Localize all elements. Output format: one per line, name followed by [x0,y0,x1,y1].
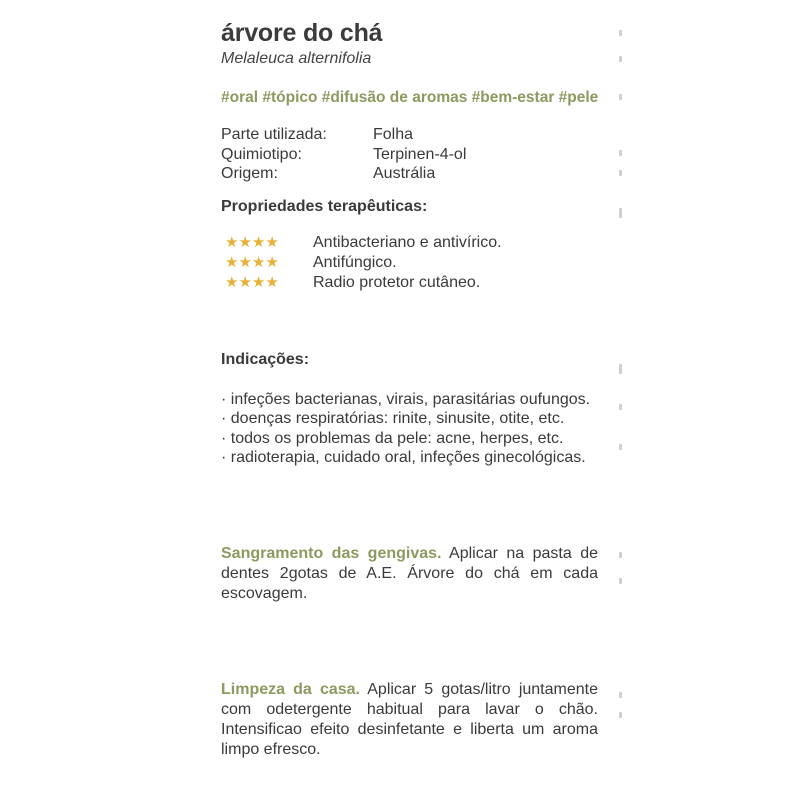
use-lead: Limpeza da casa. [221,680,360,698]
spec-row-chemotype [221,145,598,165]
spec-row-origin [221,164,598,184]
property-text: Radio protetor cutâneo. [313,273,481,291]
edge-mark [619,552,622,558]
use-paragraph-cleaning [221,680,598,760]
properties-heading: Propriedades terapêuticas: [221,197,428,215]
specs-list [221,125,598,184]
edge-mark [619,404,622,410]
list-item: · infeções bacterianas, virais, parasitárias oufungos. [221,390,591,408]
latin-name: Melaleuca alternifolia [221,50,372,67]
spec-label: Parte utilizada: [221,126,327,143]
edge-mark [619,578,622,584]
indications-heading: Indicações: [221,350,310,368]
use-text: Aplicar na pasta de dentes 2gotas de A.E. Árvore do chá em cada escovagem. [221,544,598,602]
star-rating-icon: ★★★★ [225,273,279,291]
property-row [221,233,598,253]
edge-mark [619,150,622,156]
tag-list: #oral #tópico #difusão de aromas #bem-estar #pele [221,89,599,106]
spec-row-part [221,125,598,145]
edge-mark [619,692,622,698]
spec-label: Origem: [221,165,278,182]
spec-value: Austrália [373,165,436,182]
use-paragraph-gums [221,544,598,604]
edge-mark [619,712,622,718]
list-item: · doenças respiratórias: rinite, sinusite, otite, etc. [221,410,565,427]
edge-mark [619,30,622,36]
edge-mark [619,364,622,374]
edge-mark [619,444,622,450]
use-lead: Sangramento das gengivas. [221,544,442,562]
property-row [221,253,598,273]
star-rating-icon: ★★★★ [225,233,279,251]
list-item: · todos os problemas da pele: acne, herpes, etc. [221,429,564,447]
edge-mark [619,170,622,176]
edge-mark [619,94,622,100]
indications-list [221,390,598,468]
list-item: · radioterapia, cuidado oral, infeções ginecológicas. [221,449,586,466]
property-row [221,273,598,293]
spec-label: Quimiotipo: [221,145,302,163]
page-title: árvore do chá [221,19,383,47]
next-page-edge [619,0,631,800]
use-text: Aplicar 5 gotas/litro juntamente com odetergente habitual para lavar o chão. Intensificao efeito desinfetante e liberta um aroma limpo efresco. [221,680,598,758]
property-text: Antifúngico. [313,253,397,271]
star-rating-icon: ★★★★ [225,253,279,271]
properties-list [221,233,598,293]
monograph-page [221,18,598,760]
spec-value: Folha [373,126,414,143]
edge-mark [619,56,622,62]
spec-value: Terpinen-4-ol [373,145,467,163]
property-text: Antibacteriano e antivírico. [313,233,502,251]
edge-mark [619,208,622,218]
